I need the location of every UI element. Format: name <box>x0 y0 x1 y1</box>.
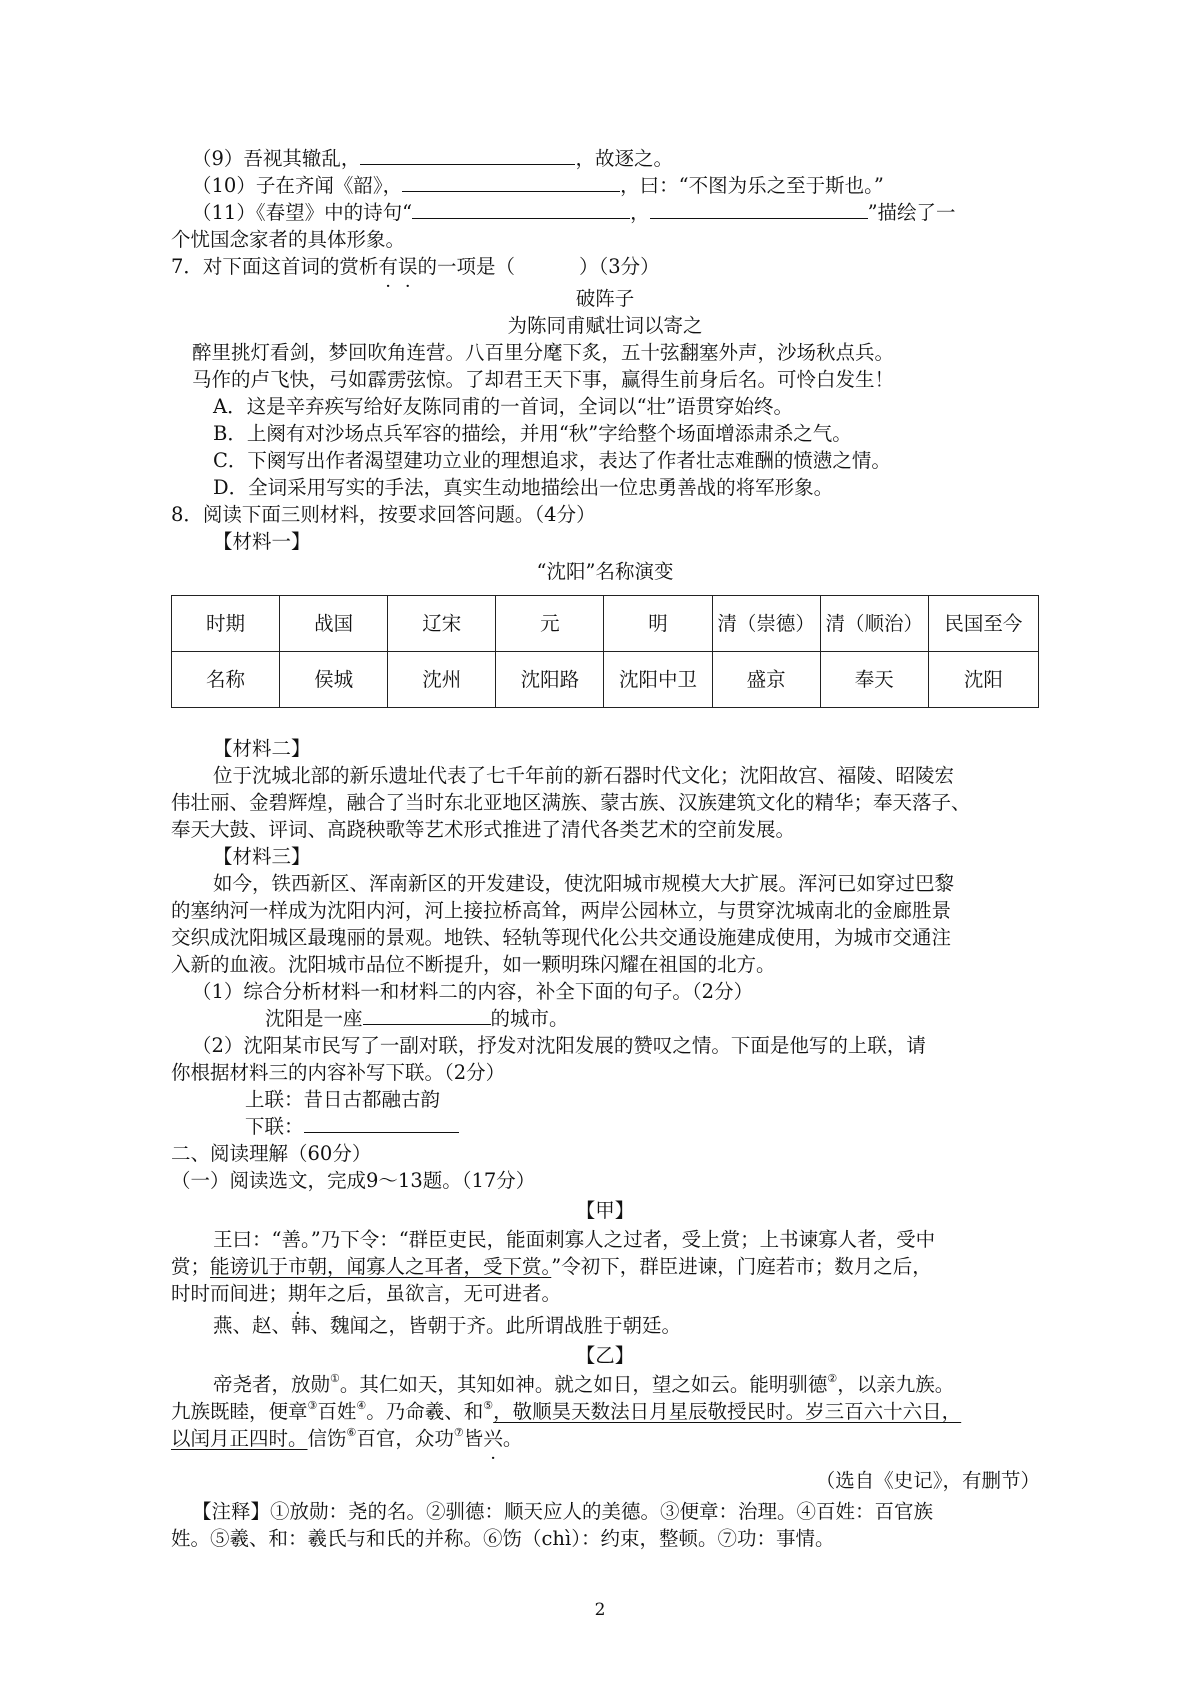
table-cell: 名称 <box>172 652 280 708</box>
footnote-mark: ④ <box>356 1399 367 1412</box>
footnote-mark: ⑤ <box>483 1399 494 1412</box>
material-2-label: 【材料二】 <box>213 737 311 760</box>
option-d[interactable]: D．全词采用写实的手法，真实生动地描绘出一位忠勇善战的将军形象。 <box>213 476 834 499</box>
poem-line: 马作的卢飞快，弓如霹雳弦惊。了却君王天下事，赢得生前身后名。可怜白发生！ <box>192 368 895 391</box>
passage-line: 赏；能谤讥于市朝，闻寡人之耳者，受下赏。”令初下，群臣进谏，门庭若市；数月之后， <box>171 1255 932 1278</box>
emphasis-char: 期 <box>288 1282 308 1305</box>
q8-stem: 8．阅读下面三则材料，按要求回答问题。（4分） <box>171 503 596 526</box>
sub-question-1: （1）综合分析材料一和材料二的内容，补全下面的句子。（2分） <box>192 980 754 1003</box>
table-cell: 沈阳 <box>928 652 1038 708</box>
table-cell: 民国至今 <box>928 596 1038 652</box>
emphasis-char: 兴 <box>483 1427 503 1450</box>
sub-question-2: （2）沈阳某市民写了一副对联，抒发对沈阳发展的赞叹之情。下面是他写的上联，请 <box>192 1034 926 1057</box>
passage-line: 帝尧者，放勋①。其仁如天，其知如神。就之如日，望之如云。能明驯德②，以亲九族。 <box>213 1372 955 1396</box>
passage-line: 王曰：“善。”乃下令：“群臣吏民，能面刺寡人之过者，受上赏；上书谏寡人者，受中 <box>213 1228 936 1251</box>
table-cell: 盛京 <box>712 652 820 708</box>
answer-blank[interactable] <box>650 200 868 219</box>
table-cell: 沈阳路 <box>496 652 604 708</box>
underlined-sentence: 能谤讥于市朝，闻寡人之耳者，受下赏。 <box>210 1255 552 1278</box>
couplet-lower: 下联： <box>245 1114 459 1140</box>
table-cell: 明 <box>604 596 712 652</box>
sub-question-2-cont: 你根据材料三的内容补写下联。（2分） <box>171 1061 506 1084</box>
table-cell: 时期 <box>172 596 280 652</box>
footnote-mark: ③ <box>307 1399 318 1412</box>
annotation-line: 姓。⑤羲、和：羲氏与和氏的并称。⑥饬（chì）：约束，整顿。⑦功：事情。 <box>171 1527 835 1550</box>
material-3-label: 【材料三】 <box>213 845 311 868</box>
footnote-mark: ② <box>827 1372 838 1385</box>
footnote-mark: ⑦ <box>453 1426 464 1439</box>
fill-item-11: （11）《春望》中的诗句“ ， ”描绘了一 <box>192 201 956 224</box>
table-row <box>172 652 1039 708</box>
table-cell: 奉天 <box>820 652 928 708</box>
table-cell: 沈州 <box>388 652 496 708</box>
material-3-line: 如今，铁西新区、浑南新区的开发建设，使沈阳城市规模大大扩展。浑河已如穿过巴黎 <box>213 872 955 895</box>
table-cell: 辽宋 <box>388 596 496 652</box>
table-cell: 沈阳中卫 <box>604 652 712 708</box>
table-title: “沈阳”名称演变 <box>536 560 674 583</box>
table-cell: 侯城 <box>280 652 388 708</box>
page-number: 2 <box>594 1600 606 1620</box>
section-title: 二、阅读理解（60分） <box>171 1142 372 1165</box>
poem-subtitle: 为陈同甫赋壮词以寄之 <box>507 314 703 337</box>
emphasis-char: 误 <box>397 255 418 278</box>
option-c[interactable]: C．下阕写出作者渴望建功立业的理想追求，表达了作者壮志难酬的愤懑之情。 <box>213 449 891 472</box>
poem-line: 醉里挑灯看剑，梦回吹角连营。八百里分麾下炙，五十弦翻塞外声，沙场秋点兵。 <box>192 341 895 364</box>
name-evolution-table <box>171 595 1039 708</box>
answer-blank[interactable] <box>402 173 620 192</box>
answer-blank[interactable] <box>304 1114 459 1133</box>
emphasis-char: 有 <box>378 255 398 278</box>
table-cell: 元 <box>496 596 604 652</box>
table-cell: 清（崇德） <box>712 596 820 652</box>
answer-blank[interactable] <box>412 200 630 219</box>
fill-item-11-continuation: 个忧国念家者的具体形象。 <box>171 228 406 251</box>
option-a[interactable]: A．这是辛弃疾写给好友陈同甫的一首词，全词以“壮”语贯穿始终。 <box>213 395 794 418</box>
answer-blank[interactable] <box>363 1006 491 1025</box>
option-b[interactable]: B．上阕有对沙场点兵军容的描绘，并用“秋”字给整个场面增添肃杀之气。 <box>213 422 852 445</box>
q7-stem: 7．对下面这首词的赏析有误的一项是（ ）（3分） <box>171 255 660 278</box>
footnote-mark: ⑥ <box>346 1426 357 1439</box>
footnote-mark: ① <box>330 1372 340 1385</box>
answer-blank[interactable] <box>360 146 575 165</box>
annotation-line: 【注释】①放勋：尧的名。②驯德：顺天应人的美德。③便章：治理。④百姓：百官族 <box>192 1500 934 1523</box>
poem-title: 破阵子 <box>575 287 635 310</box>
material-2-line: 伟壮丽、金碧辉煌，融合了当时东北亚地区满族、蒙古族、汉族建筑文化的精华；奉天落子、 <box>171 791 971 814</box>
table-row <box>172 596 1039 652</box>
fill-item-10: （10）子在齐闻《韶》， ，曰：“不图为乐之至于斯也。” <box>192 174 884 197</box>
material-3-line: 交织成沈阳城区最瑰丽的景观。地铁、轻轨等现代化公共交通设施建成使用，为城市交通注 <box>171 926 952 949</box>
underlined-sentence: 以闰月正四时。 <box>171 1427 308 1450</box>
material-3-line: 入新的血液。沈阳城市品位不断提升，如一颗明珠闪耀在祖国的北方。 <box>171 953 776 976</box>
material-2-line: 奉天大鼓、评词、高跷秧歌等艺术形式推进了清代各类艺术的空前发展。 <box>171 818 796 841</box>
couplet-upper: 上联：昔日古都融古韵 <box>245 1088 441 1111</box>
table-cell: 战国 <box>280 596 388 652</box>
material-2-line: 位于沈城北部的新乐遗址代表了七千年前的新石器时代文化；沈阳故宫、福陵、昭陵宏 <box>213 764 955 787</box>
table-cell: 清（顺治） <box>820 596 928 652</box>
sub-question-1-sentence: 沈阳是一座 的城市。 <box>265 1007 569 1030</box>
fill-item-9: （9）吾视其辙乱， ，故逐之。 <box>192 147 673 170</box>
underlined-sentence: ，敬顺昊天数法日月星辰敬授民时。岁三百六十六日， <box>493 1400 962 1423</box>
passage-line: 燕、赵、韩、魏闻之，皆朝于齐。此所谓战胜于朝廷。 <box>213 1314 682 1337</box>
passage-line: 九族既睦，便章③百姓④。乃命羲、和⑤，敬顺昊天数法日月星辰敬授民时。岁三百六十六日， <box>171 1399 962 1423</box>
passage-line: 时时而间进；期年之后，虽欲言，无可进者。 <box>171 1282 562 1305</box>
section-sub-title: （一）阅读选文，完成9～13题。（17分） <box>171 1169 536 1192</box>
passage-jia-heading: 【甲】 <box>575 1199 635 1222</box>
material-3-line: 的塞纳河一样成为沈阳内河，河上接拉桥高耸，两岸公园林立，与贯穿沈城南北的金廊胜景 <box>171 899 952 922</box>
passage-yi-heading: 【乙】 <box>575 1344 635 1367</box>
passage-line: 以闰月正四时。信饬⑥百官，众功⑦皆兴。 <box>171 1426 523 1450</box>
material-1-label: 【材料一】 <box>213 530 311 553</box>
source-citation: （选自《史记》，有删节） <box>815 1469 1040 1492</box>
